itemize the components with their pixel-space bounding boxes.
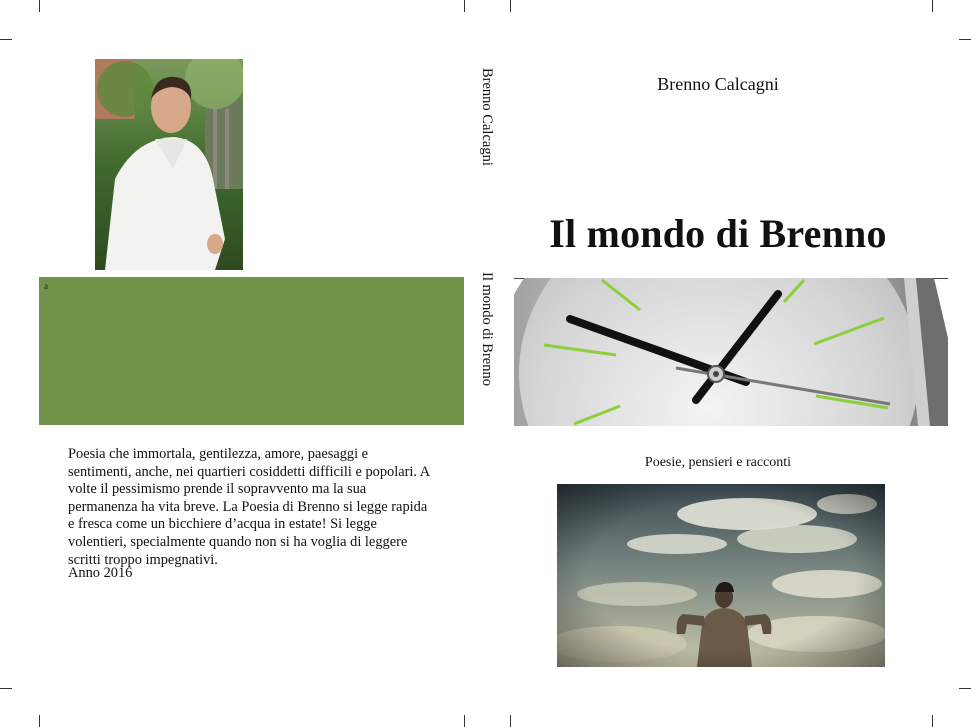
author-photo (95, 59, 243, 270)
green-band (39, 277, 464, 425)
crop-mark (464, 0, 465, 12)
crop-mark (0, 688, 12, 689)
front-title: Il mondo di Brenno (549, 211, 887, 256)
crop-mark (959, 688, 971, 689)
crop-mark (39, 715, 40, 727)
crop-mark (39, 0, 40, 12)
spine-title: Il mondo di Brenno (479, 272, 495, 386)
crop-mark (0, 39, 12, 40)
publication-year: Anno 2016 (68, 565, 133, 581)
crop-mark (464, 715, 465, 727)
crop-mark (959, 39, 971, 40)
crop-mark (932, 0, 933, 12)
clock-photo (514, 278, 948, 426)
crop-mark (932, 715, 933, 727)
front-author: Brenno Calcagni (657, 74, 779, 94)
front-subtitle: Poesie, pensieri e racconti (644, 455, 792, 470)
crop-mark (510, 0, 511, 12)
sky-photo (557, 484, 885, 667)
band-mark: a (44, 281, 48, 291)
crop-mark (510, 715, 511, 727)
back-cover-blurb: Poesia che immortala, gentilezza, amore, paesaggi e sentimenti, anche, nei quartieri cosiddetti difficili e popolari. A volte il pessimismo prende il sopravvento ma la sua permanenza ha vita breve. La Poesia di Brenno si legge rapida e fresca come un bicchiere d’acqua in estate! Si legge volentieri, specialmente quando non si ha voglia di leggere scritti troppo impegnativi. (68, 446, 430, 568)
spine-author: Brenno Calcagni (479, 68, 495, 166)
